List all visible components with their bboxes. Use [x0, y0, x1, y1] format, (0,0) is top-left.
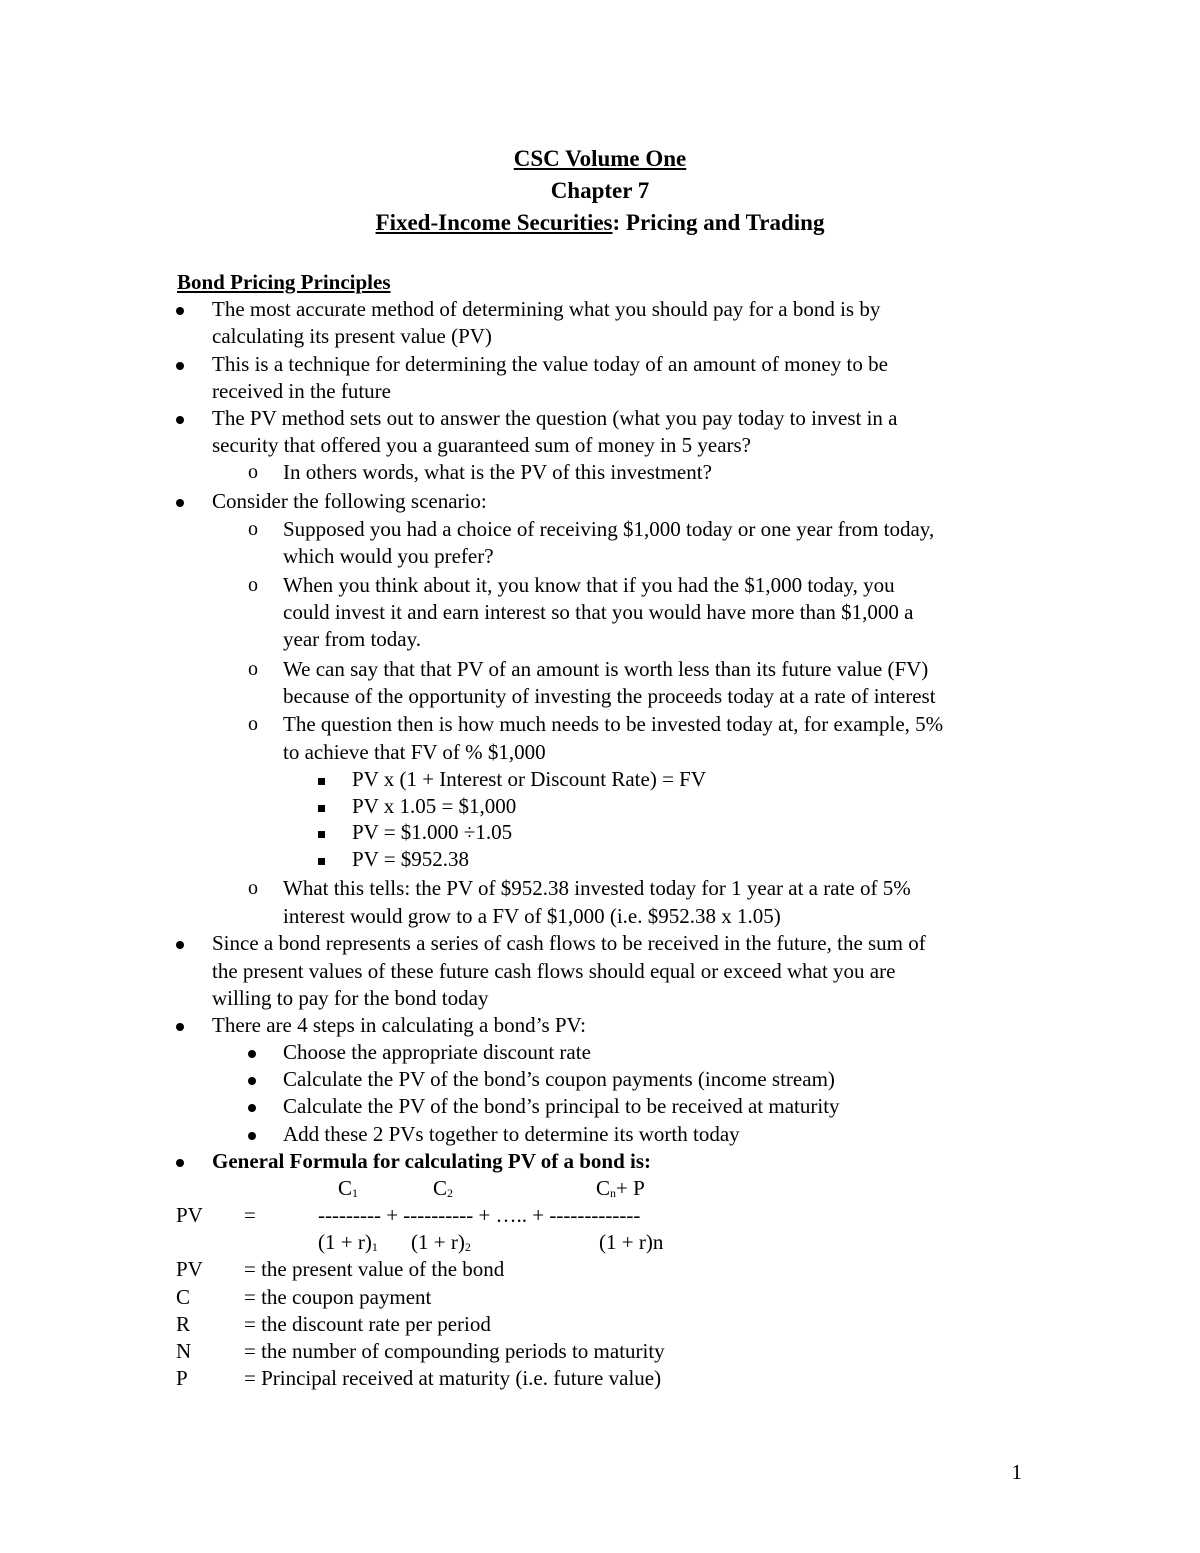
b3-sub1: In others words, what is the PV of this investment?	[283, 460, 712, 484]
bullet-dot	[176, 296, 184, 323]
doc-title-chapter: Chapter 7	[550, 178, 650, 203]
doc-title-volume: CSC Volume One	[513, 146, 687, 171]
step-3: Calculate the PV of the bond’s principal to be received at maturity	[283, 1094, 840, 1118]
b4-line: Consider the following scenario:	[212, 489, 487, 513]
b7-line: General Formula for calculating PV of a bond is:	[212, 1149, 652, 1173]
sub-bullet-circle: o	[248, 574, 258, 596]
b3-line2: security that offered you a guaranteed sum of money in 5 years?	[212, 433, 752, 457]
b6-line: There are 4 steps in calculating a bond’s PV:	[212, 1013, 587, 1037]
square-bullet	[318, 846, 325, 873]
equation-2: PV x 1.05 = $1,000	[352, 794, 517, 818]
b4-s5-line1: What this tells: the PV of $952.38 invested today for 1 year at a rate of 5%	[283, 876, 911, 900]
equation-3: PV = $1.000 ÷1.05	[352, 820, 513, 844]
formula-dn: (1 + r)n	[599, 1230, 664, 1254]
bullet-dot	[176, 1012, 184, 1039]
formula-c1-text: C	[338, 1176, 353, 1200]
step-2: Calculate the PV of the bond’s coupon payments (income stream)	[283, 1067, 835, 1091]
formula-d2-sub: 2	[464, 1240, 471, 1254]
formula-fraction-lines: --------- + ---------- + ….. + -------------	[318, 1203, 641, 1227]
def-symbol: R	[176, 1312, 191, 1336]
bullet-dot	[176, 351, 184, 378]
b3-line1: The PV method sets out to answer the question (what you pay today to invest in a	[212, 406, 898, 430]
square-bullet	[318, 766, 325, 793]
formula-c2-text: C	[433, 1176, 448, 1200]
formula-pv: PV	[176, 1203, 203, 1227]
formula-c2-sub: 2	[447, 1186, 454, 1200]
square-bullet	[318, 819, 325, 846]
b2-line1: This is a technique for determining the value today of an amount of money to be	[212, 352, 888, 376]
page-number: 1	[1011, 1460, 1022, 1484]
b5-line2: the present values of these future cash flows should equal or exceed what you are	[212, 959, 896, 983]
doc-title-topic	[0, 207, 1200, 239]
section-heading: Bond Pricing Principles	[177, 270, 391, 294]
b4-s5-line2: interest would grow to a FV of $1,000 (i.e. $952.38 x 1.05)	[283, 904, 781, 928]
bullet-dot	[176, 405, 184, 432]
b1-line1: The most accurate method of determining what you should pay for a bond is by	[212, 297, 881, 321]
bullet-dot	[248, 1066, 256, 1093]
bullet-dot	[248, 1121, 256, 1148]
sub-bullet-circle: o	[248, 877, 258, 899]
def-text: = the coupon payment	[244, 1285, 432, 1309]
b2-line2: received in the future	[212, 379, 391, 403]
formula-d1-text: (1 + r)	[318, 1230, 372, 1254]
formula-cn-sub: n	[610, 1186, 617, 1200]
def-text: = the number of compounding periods to maturity	[244, 1339, 665, 1363]
b4-s2-line1: When you think about it, you know that if you had the $1,000 today, you	[283, 573, 895, 597]
b4-s3-line1: We can say that that PV of an amount is worth less than its future value (FV)	[283, 657, 929, 681]
bullet-dot	[248, 1093, 256, 1120]
def-text: = the present value of the bond	[244, 1257, 505, 1281]
formula-d1-sub: 1	[371, 1240, 378, 1254]
b5-line3: willing to pay for the bond today	[212, 986, 489, 1010]
b5-line1: Since a bond represents a series of cash flows to be received in the future, the sum of	[212, 931, 926, 955]
def-symbol: N	[176, 1339, 192, 1363]
formula-d2-text: (1 + r)	[411, 1230, 465, 1254]
equation-1: PV x (1 + Interest or Discount Rate) = FV	[352, 767, 707, 791]
step-1: Choose the appropriate discount rate	[283, 1040, 591, 1064]
formula-cn-rest: + P	[616, 1176, 645, 1200]
def-symbol: PV	[176, 1257, 203, 1281]
b4-s2-line2: could invest it and earn interest so that you would have more than $1,000 a	[283, 600, 914, 624]
square-bullet	[318, 793, 325, 820]
topic-rest: : Pricing and Trading	[612, 210, 825, 235]
sub-bullet-circle: o	[248, 461, 258, 483]
b4-s2-line3: year from today.	[283, 627, 421, 651]
step-4: Add these 2 PVs together to determine its worth today	[283, 1122, 740, 1146]
topic-underlined: Fixed-Income Securities	[375, 210, 613, 235]
b4-s1-line1: Supposed you had a choice of receiving $1,000 today or one year from today,	[283, 517, 935, 541]
b1-line2: calculating its present value (PV)	[212, 324, 492, 348]
b4-s3-line2: because of the opportunity of investing the proceeds today at a rate of interest	[283, 684, 936, 708]
formula-c1-sub: 1	[352, 1186, 359, 1200]
b4-s4-line2: to achieve that FV of % $1,000	[283, 740, 546, 764]
def-text: = Principal received at maturity (i.e. future value)	[244, 1366, 662, 1390]
sub-bullet-circle: o	[248, 713, 258, 735]
b4-s1-line2: which would you prefer?	[283, 544, 494, 568]
sub-bullet-circle: o	[248, 518, 258, 540]
bullet-dot	[176, 488, 184, 515]
b4-s4-line1: The question then is how much needs to be invested today at, for example, 5%	[283, 712, 944, 736]
def-text: = the discount rate per period	[244, 1312, 491, 1336]
bullet-dot	[248, 1039, 256, 1066]
def-symbol: C	[176, 1285, 191, 1309]
formula-equals: =	[244, 1203, 256, 1227]
bullet-dot	[176, 1148, 184, 1175]
equation-4: PV = $952.38	[352, 847, 470, 871]
def-symbol: P	[176, 1366, 188, 1390]
bullet-dot	[176, 930, 184, 957]
sub-bullet-circle: o	[248, 658, 258, 680]
formula-cn-text: C	[596, 1176, 611, 1200]
